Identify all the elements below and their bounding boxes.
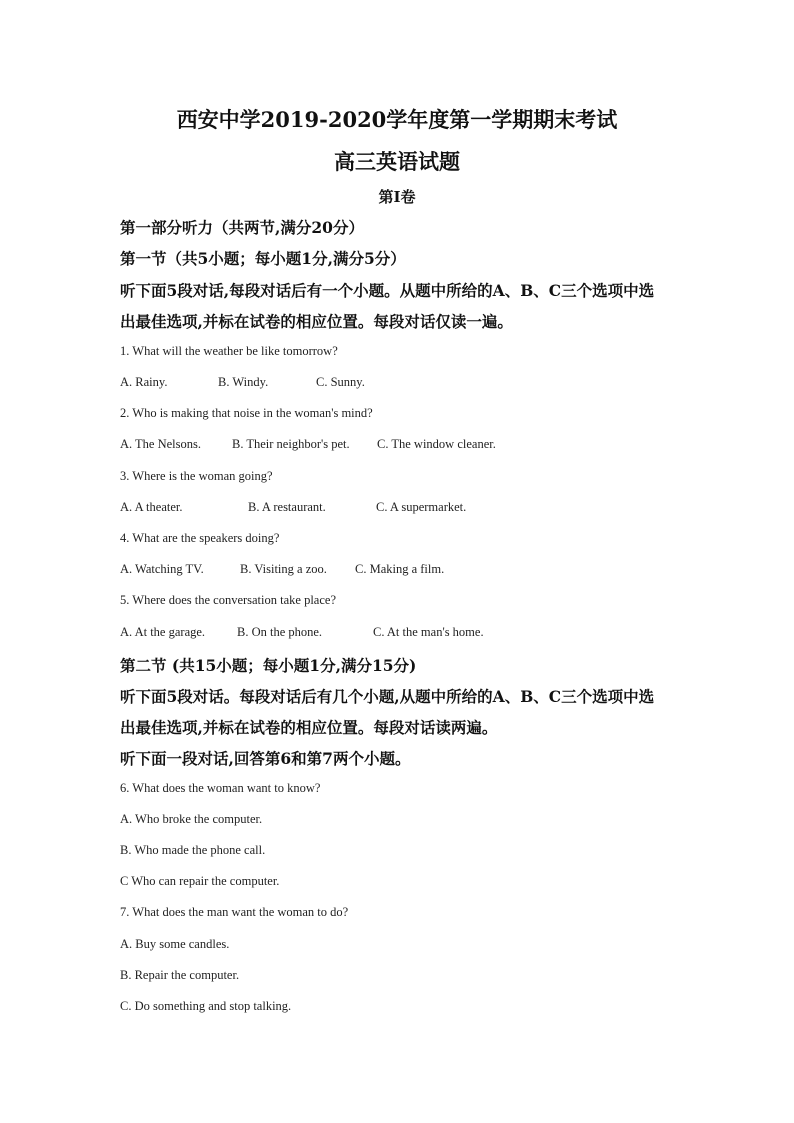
question-options xyxy=(120,625,484,640)
option-c: C Who can repair the computer. xyxy=(120,874,280,888)
option-c: C. The window cleaner. xyxy=(377,437,496,451)
option-a: A. The Nelsons. xyxy=(120,437,202,451)
option-b: B. A restaurant. xyxy=(248,500,326,514)
option-c: C. At the man's home. xyxy=(373,625,484,639)
option-b: B. Windy. xyxy=(218,375,269,389)
option-a: A. At the garage. xyxy=(120,625,206,639)
option-a: A. A theater. xyxy=(120,500,183,514)
question-options xyxy=(120,437,496,452)
section2-instruction-line2: 出最佳选项,并标在试卷的相应位置。每段对话读两遍。 xyxy=(120,718,498,737)
question-stem: 3. Where is the woman going? xyxy=(120,469,273,483)
option-a: A. Buy some candles. xyxy=(120,937,230,951)
option-b: B. On the phone. xyxy=(237,625,323,639)
option-c: C. Do something and stop talking. xyxy=(120,999,292,1013)
option-b: B. Who made the phone call. xyxy=(120,843,266,857)
section1-instruction-line2: 出最佳选项,并标在试卷的相应位置。每段对话仅读一遍。 xyxy=(120,312,513,331)
question-stem: 5. Where does the conversation take place? xyxy=(120,593,336,607)
option-c: C. Sunny. xyxy=(316,375,365,389)
volume-label: 第I卷 xyxy=(378,188,416,206)
section2-sub-instruction: 听下面一段对话,回答第6和第7两个小题。 xyxy=(120,749,411,768)
option-b: B. Visiting a zoo. xyxy=(240,562,327,576)
section1-instruction-line1: 听下面5段对话,每段对话后有一个小题。从题中所给的A、B、C三个选项中选 xyxy=(120,281,655,300)
option-c: C. A supermarket. xyxy=(376,500,467,514)
option-b: B. Repair the computer. xyxy=(120,968,240,982)
question-options xyxy=(120,375,365,390)
question-stem: 2. Who is making that noise in the woman's mind? xyxy=(120,406,373,420)
question-stem: 4. What are the speakers doing? xyxy=(120,531,280,545)
question-options xyxy=(120,562,444,577)
question-options xyxy=(120,500,466,515)
section2-instruction-line1: 听下面5段对话。每段对话后有几个小题,从题中所给的A、B、C三个选项中选 xyxy=(120,687,655,706)
question-stem: 7. What does the man want the woman to do? xyxy=(120,905,349,919)
question-stem: 1. What will the weather be like tomorrow? xyxy=(120,344,338,358)
option-a: A. Who broke the computer. xyxy=(120,812,263,826)
exam-subtitle: 高三英语试题 xyxy=(334,149,460,174)
part1-heading: 第一部分听力（共两节,满分20分） xyxy=(120,218,364,237)
exam-title: 西安中学2019-2020学年度第一学期期末考试 xyxy=(176,107,618,132)
option-b: B. Their neighbor's pet. xyxy=(232,437,350,451)
section2-heading: 第二节 (共15小题；每小题1分,满分15分) xyxy=(120,656,417,675)
option-a: A. Watching TV. xyxy=(120,562,204,576)
question-stem: 6. What does the woman want to know? xyxy=(120,781,321,795)
option-a: A. Rainy. xyxy=(120,375,168,389)
section1-heading: 第一节（共5小题；每小题1分,满分5分） xyxy=(120,249,406,268)
option-c: C. Making a film. xyxy=(355,562,445,576)
